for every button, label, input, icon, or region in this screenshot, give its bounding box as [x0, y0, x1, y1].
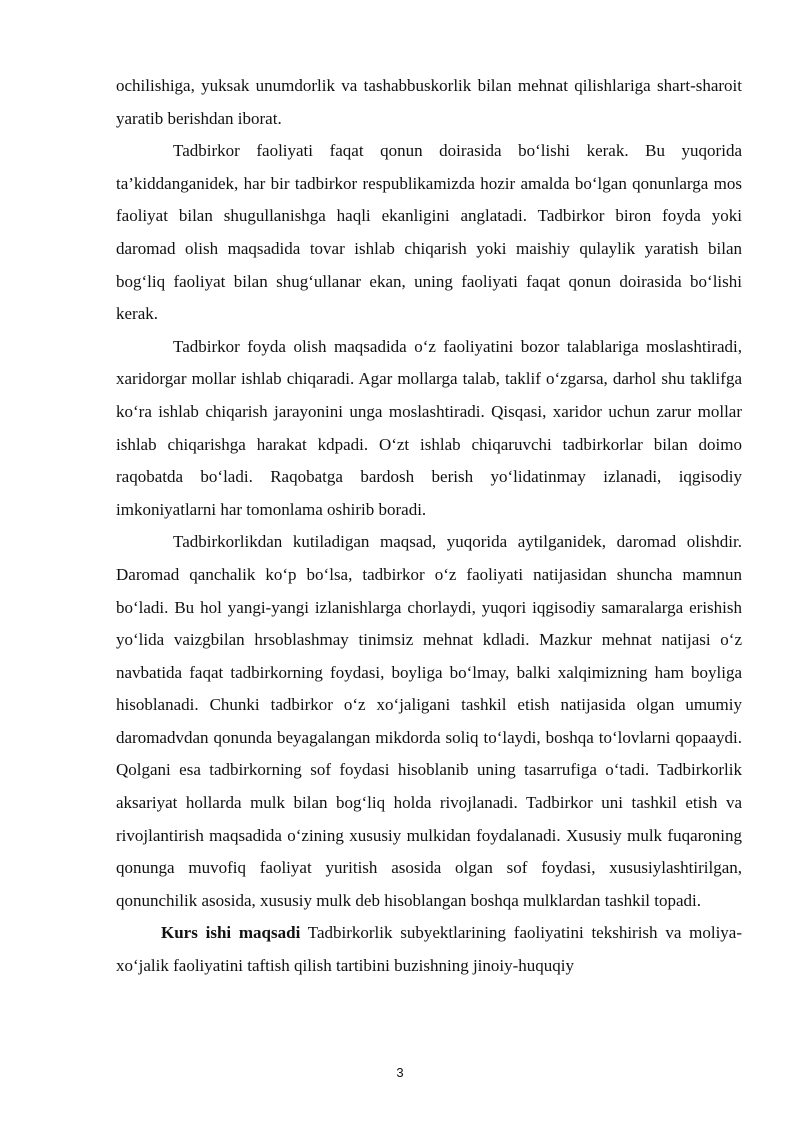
paragraph-5-bold-lead: Kurs ishi maqsadi	[161, 923, 301, 943]
body-text	[116, 70, 742, 983]
paragraph-5-text: Tadbirkorlik subyektlarining faoliyatini tekshirish va moliya-xo‘jalik faoliyatini taftish qilish tartibini buzishning jinoiy-huquqiy	[116, 923, 743, 976]
page-number: 3	[396, 1065, 404, 1080]
paragraph-5	[116, 917, 742, 982]
paragraph-2: Tadbirkor faoliyati faqat qonun doirasida bo‘lishi kerak. Bu yuqorida ta’kiddanganidek, har bir tadbirkor respublikamizda hozir amalda bo‘lgan qonunlarga mos faoliyat bilan shugullanishga haqli ekanligini anglatadi. Tadbirkor biron foyda yoki daromad olish maqsadida tovar ishlab chiqarish yoki maishiy qulaylik yaratish bilan bog‘liq faoliyat bilan shug‘ullanar ekan, uning faoliyati faqat qonun doirasida bo‘lishi kerak.	[116, 141, 742, 324]
paragraph-1: ochilishiga, yuksak unumdorlik va tashabbuskorlik bilan mehnat qilishlariga shart-sharoit yaratib berishdan iborat.	[116, 76, 742, 128]
paragraph-3: Tadbirkor foyda olish maqsadida o‘z faoliyatini bozor talablariga moslashtiradi, xaridorgar mollar ishlab chiqaradi. Agar mollarga talab, taklif o‘zgarsa, darhol shu taklifga ko‘ra ishlab chiqarish jarayonini unga moslashtiradi. Qisqasi, xaridor uchun zarur mollar ishlab chiqarishga harakat kdpadi. O‘zt ishlab chiqaruvchi tadbirkorlar bilan doimo raqobatda bo‘ladi. Raqobatga bardosh berish yo‘lidatinmay izlanadi, iqgisodiy imkoniyatlarni har tomonlama oshirib boradi.	[116, 336, 742, 519]
paragraph-4: Tadbirkorlikdan kutiladigan maqsad, yuqorida aytilganidek, daromad olishdir. Daromad qanchalik ko‘p bo‘lsa, tadbirkor o‘z faoliyati natijasidan shuncha mamnun bo‘ladi. Bu hol yangi-yangi izlanishlarga chorlaydi, yuqori iqgisodiy samaralarga erishish yo‘lida vaizgbilan hrsoblashmay tinimsiz mehnat kdladi. Mazkur mehnat natijasi o‘z navbatida faqat tadbirkorning foydasi, boyliga bo‘lmay, balki xalqimizning ham boyliga hisoblanadi. Chunki tadbirkor o‘z xo‘jaligani tashkil etish natijasida olgan umumiy daromadvdan qonunda beyagalangan mikdorda soliq to‘laydi, boshqa to‘lovlarni qopaaydi. Qolgani esa tadbirkorning sof foydasi hisoblanib uning tasarrufiga o‘tadi. Tadbirkorlik aksariyat hollarda mulk bilan bog‘liq holda rivojlanadi. Tadbirkor uni tashkil etish va rivojlantirish maqsadida o‘zining xususiy mulkidan foydalanadi. Xususiy mulk fuqaroning qonunga muvofiq faoliyat yuritish asosida olgan sof foydasi, xususiylashtirilgan, qonunchilik asosida, xususiy mulk deb hisoblangan boshqa mulklardan tashkil topadi.	[116, 532, 742, 910]
